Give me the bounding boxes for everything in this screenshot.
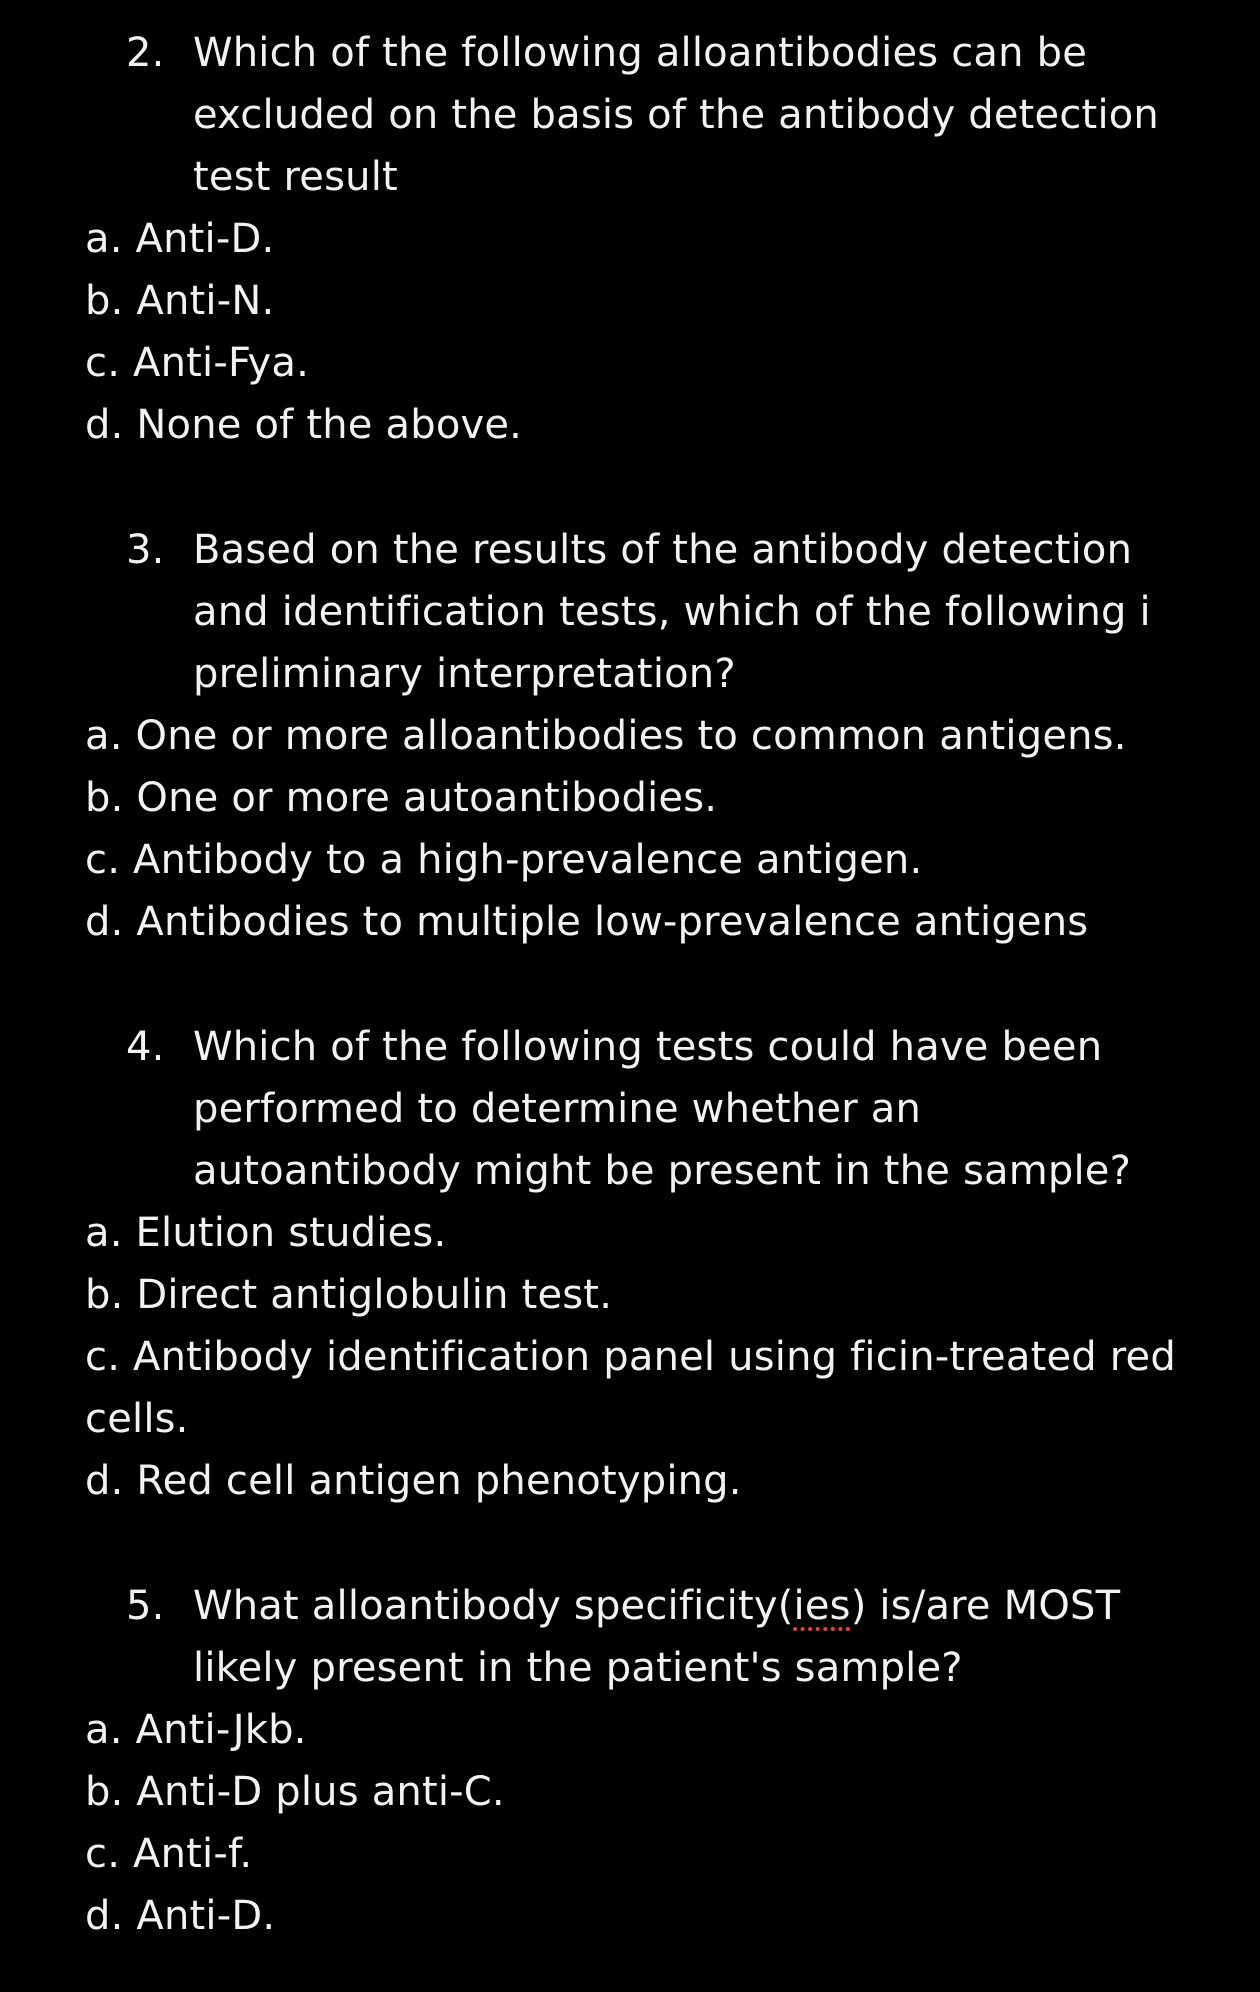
question-stem	[0, 22, 1260, 208]
option-c: c. Antibody identification panel using ficin-treated red cells.	[85, 1334, 1176, 1442]
question-number: 4.	[126, 1024, 165, 1070]
options-list	[0, 1202, 1260, 1512]
question-number: 5.	[126, 1583, 165, 1629]
question-number: 3.	[126, 527, 165, 573]
question-stem	[0, 519, 1260, 705]
options-list	[0, 705, 1260, 953]
question-4	[0, 1016, 1260, 1512]
option-a: a. Elution studies.	[85, 1210, 447, 1256]
question-5	[0, 1575, 1260, 1947]
question-3	[0, 519, 1260, 953]
option-b: b. Anti-N.	[85, 278, 275, 324]
option-b: b. Anti-D plus anti-C.	[85, 1769, 505, 1815]
option-c: c. Anti-f.	[85, 1831, 253, 1877]
question-text: Which of the following alloantibodies can be excluded on the basis of the antibody detection test result	[193, 30, 1159, 200]
option-d: d. Red cell antigen phenotyping.	[85, 1458, 742, 1504]
option-d: d. None of the above.	[85, 402, 523, 448]
question-stem	[0, 1016, 1260, 1202]
question-stem	[0, 1575, 1260, 1699]
question-text-start: What alloantibody specificity(	[193, 1583, 794, 1629]
question-text: Which of the following tests could have been performed to determine whether an autoantibody might be present in the sample?	[193, 1024, 1132, 1194]
options-list	[0, 1699, 1260, 1947]
options-list	[0, 208, 1260, 456]
option-a: a. Anti-Jkb.	[85, 1707, 307, 1753]
option-b: b. One or more autoantibodies.	[85, 775, 718, 821]
question-number: 2.	[126, 30, 165, 76]
option-a: a. Anti-D.	[85, 216, 275, 262]
question-text-end: ) is/are MOST likely present in the patient's sample?	[193, 1583, 1121, 1691]
question-text: Based on the results of the antibody detection and identification tests, which of the following i preliminary interpretation?	[193, 527, 1151, 697]
question-2	[0, 22, 1260, 456]
option-d: d. Anti-D.	[85, 1893, 276, 1939]
option-d: d. Antibodies to multiple low-prevalence antigens	[85, 899, 1089, 945]
option-a: a. One or more alloantibodies to common antigens.	[85, 713, 1127, 759]
option-b: b. Direct antiglobulin test.	[85, 1272, 613, 1318]
option-c: c. Anti-Fya.	[85, 340, 310, 386]
spellcheck-flagged-word[interactable]: ies	[793, 1583, 851, 1629]
option-c: c. Antibody to a high-prevalence antigen.	[85, 837, 923, 883]
question-text	[193, 1575, 1193, 1699]
